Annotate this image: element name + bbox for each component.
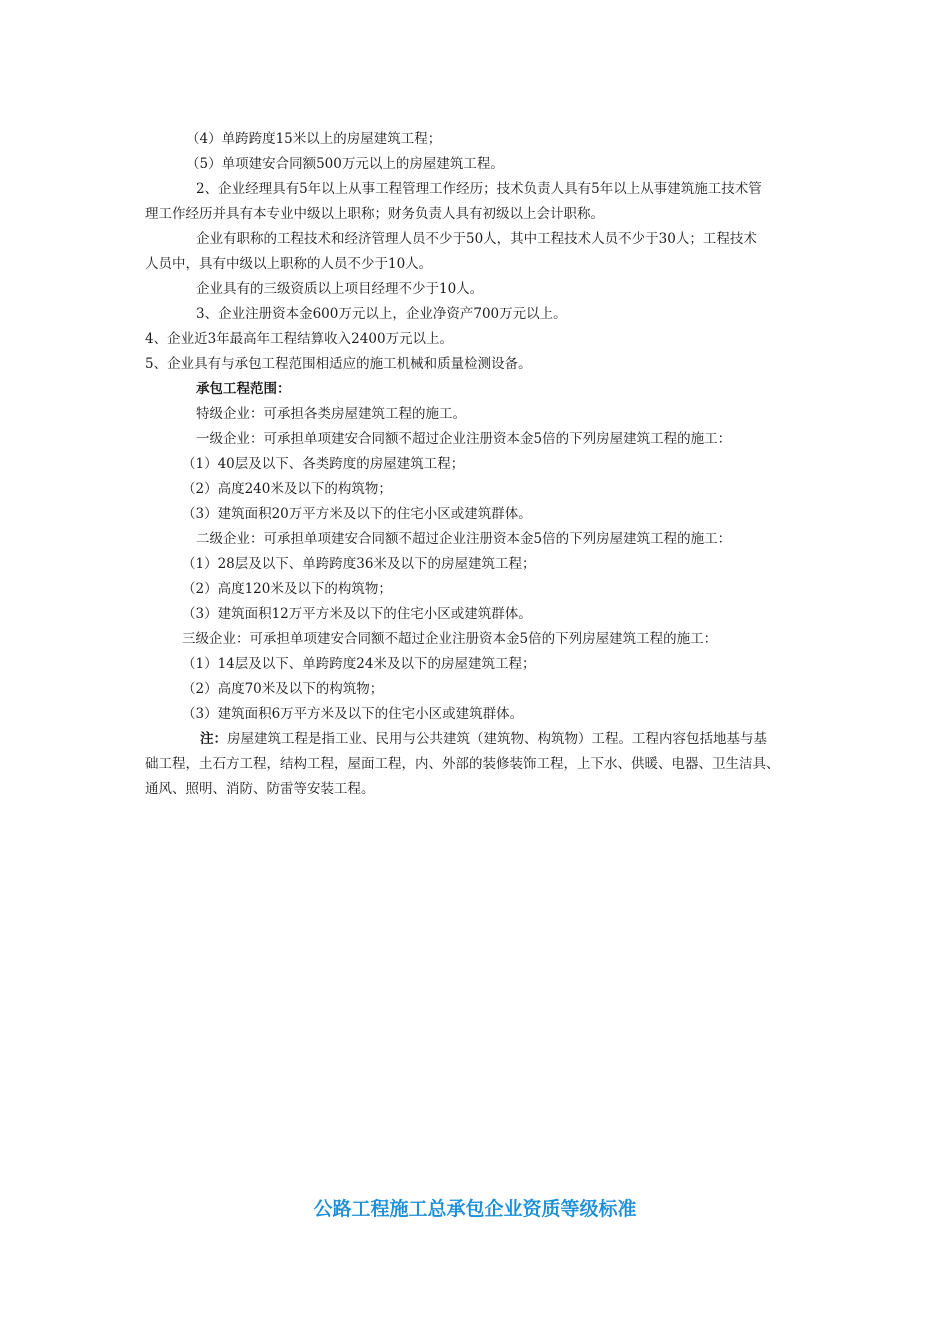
text-line: 企业具有的三级资质以上项目经理不少于10人。: [196, 281, 484, 297]
text-line: （1）14层及以下、单跨跨度24米及以下的房屋建筑工程；: [182, 656, 536, 672]
text-line: （2）高度240米及以下的构筑物；: [182, 481, 392, 497]
text-line: 企业有职称的工程技术和经济管理人员不少于50人，其中工程技术人员不少于30人；工程技术: [196, 231, 757, 247]
section-heading: 公路工程施工总承包企业资质等级标准: [313, 1198, 637, 1220]
note-label: 注：: [200, 731, 227, 747]
section-subheading: 承包工程范围：: [196, 381, 291, 397]
text-line: （3）建筑面积20万平方米及以下的住宅小区或建筑群体。: [182, 506, 532, 522]
note-text: 房屋建筑工程是指工业、民用与公共建筑（建筑物、构筑物）工程。工程内容包括地基与基: [227, 731, 767, 747]
text-line: （3）建筑面积6万平方米及以下的住宅小区或建筑群体。: [182, 706, 524, 722]
text-line: 4、企业近3年最高年工程结算收入2400万元以上。: [145, 331, 454, 347]
text-line: （2）高度70米及以下的构筑物；: [182, 681, 384, 697]
text-line: （1）40层及以下、各类跨度的房屋建筑工程；: [182, 456, 465, 472]
text-line: 理工作经历并具有本专业中级以上职称；财务负责人具有初级以上会计职称。: [145, 206, 604, 222]
text-line: （3）建筑面积12万平方米及以下的住宅小区或建筑群体。: [182, 606, 532, 622]
text-line: （1）28层及以下、单跨跨度36米及以下的房屋建筑工程；: [182, 556, 536, 572]
text-line: 特级企业：可承担各类房屋建筑工程的施工。: [196, 406, 466, 422]
text-line: （2）高度120米及以下的构筑物；: [182, 581, 392, 597]
text-line: 通风、照明、消防、防雷等安装工程。: [145, 781, 375, 797]
note-paragraph: [200, 730, 767, 748]
text-line: 5、企业具有与承包工程范围相适应的施工机械和质量检测设备。: [145, 356, 532, 372]
text-line: 一级企业：可承担单项建安合同额不超过企业注册资本金5倍的下列房屋建筑工程的施工：: [196, 431, 732, 447]
text-line: 二级企业：可承担单项建安合同额不超过企业注册资本金5倍的下列房屋建筑工程的施工：: [196, 531, 732, 547]
text-line: 三级企业：可承担单项建安合同额不超过企业注册资本金5倍的下列房屋建筑工程的施工：: [182, 631, 718, 647]
text-line: 2、企业经理具有5年以上从事工程管理工作经历；技术负责人具有5年以上从事建筑施工技术管: [196, 181, 762, 197]
text-line: 人员中，具有中级以上职称的人员不少于10人。: [145, 256, 433, 272]
text-line: （5）单项建安合同额500万元以上的房屋建筑工程。: [186, 156, 504, 172]
text-line: 3、企业注册资本金600万元以上，企业净资产700万元以上。: [196, 306, 567, 322]
text-line: （4）单跨跨度15米以上的房屋建筑工程；: [186, 131, 442, 147]
text-line: 础工程，土石方工程，结构工程，屋面工程，内、外部的装修装饰工程，上下水、供暖、电器、卫生洁具、: [145, 756, 780, 772]
